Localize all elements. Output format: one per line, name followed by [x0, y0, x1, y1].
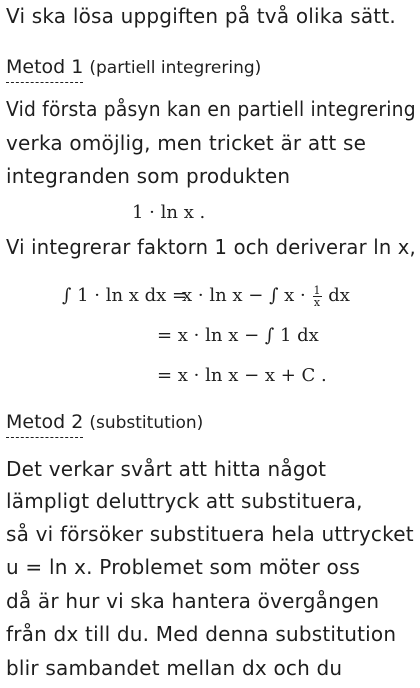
equation-2: = x · ln x − ∫ 1 dx: [157, 325, 319, 346]
method1-line-1: Vid första påsyn kan en partiell integrering: [6, 97, 416, 121]
method1-line-3: integranden som produkten: [6, 164, 291, 188]
method1-heading: [6, 55, 261, 80]
equation-1-right: [182, 284, 350, 308]
method2-line-3: så vi försöker substituera hela uttrycket: [6, 522, 414, 546]
method1-line-2: verka omöjlig, men tricket är att se: [6, 131, 367, 155]
fraction-one-over-x: [313, 285, 322, 308]
method2-line-7: blir sambandet mellan dx och du: [6, 656, 343, 680]
method2-subtitle: (substitution): [89, 413, 204, 433]
method1-title: Metod 1: [6, 56, 84, 78]
method2-heading: [6, 410, 203, 435]
integrate-line: Vi integrerar faktorn 1 och deriverar ln x,: [6, 235, 416, 259]
method2-line-4: u = ln x. Problemet som möter oss: [6, 555, 361, 579]
equation-1-right-b: dx: [328, 285, 350, 306]
intro-text: Vi ska lösa uppgiften på två olika sätt.: [6, 4, 396, 28]
method2-line-1: Det verkar svårt att hitta något: [6, 457, 327, 481]
equation-3: = x · ln x − x + C .: [157, 365, 327, 386]
method2-line-2: lämpligt deluttryck att substituera,: [6, 489, 363, 513]
product-expression: 1 · ln x .: [132, 202, 206, 223]
method1-subtitle: (partiell integrering): [89, 58, 262, 78]
method2-line-6: från dx till du. Med denna substitution: [6, 622, 397, 646]
method2-line-5: då är hur vi ska hantera övergången: [6, 589, 380, 613]
equation-1-right-a: x · ln x − ∫ x ·: [182, 285, 306, 306]
fraction-denominator: x: [313, 295, 321, 309]
method2-title: Metod 2: [6, 411, 84, 433]
equation-1-left: ∫ 1 · ln x dx =: [62, 285, 188, 306]
fraction-numerator: 1: [313, 283, 321, 297]
